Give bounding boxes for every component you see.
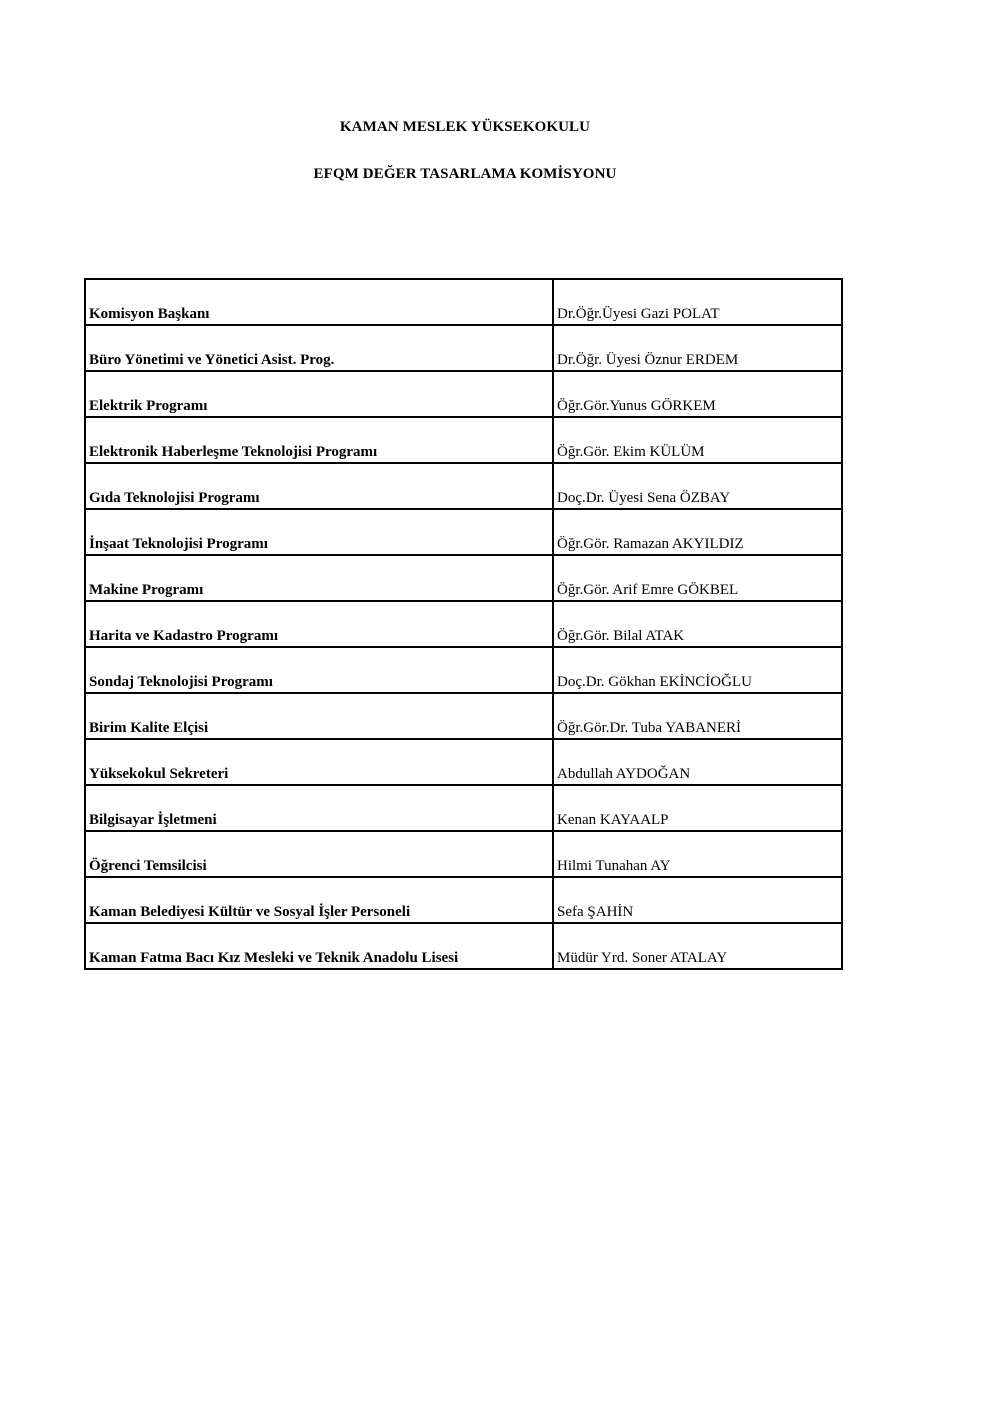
role-cell: Komisyon Başkanı — [85, 279, 553, 325]
table-row — [85, 555, 842, 601]
member-cell: Abdullah AYDOĞAN — [553, 739, 842, 785]
school-title: KAMAN MESLEK YÜKSEKOKULU — [339, 119, 591, 135]
role-cell: Elektronik Haberleşme Teknolojisi Programı — [85, 417, 553, 463]
table-row — [85, 923, 842, 969]
role-cell: Gıda Teknolojisi Programı — [85, 463, 553, 509]
commission-title: EFQM DEĞER TASARLAMA KOMİSYONU — [313, 166, 617, 182]
member-cell: Dr.Öğr. Üyesi Öznur ERDEM — [553, 325, 842, 371]
role-cell: Öğrenci Temsilcisi — [85, 831, 553, 877]
role-cell: Kaman Belediyesi Kültür ve Sosyal İşler Personeli — [85, 877, 553, 923]
role-cell: Elektrik Programı — [85, 371, 553, 417]
role-cell: Birim Kalite Elçisi — [85, 693, 553, 739]
member-cell: Öğr.Gör. Ekim KÜLÜM — [553, 417, 842, 463]
table-row — [85, 325, 842, 371]
table-row — [85, 601, 842, 647]
member-cell: Öğr.Gör. Ramazan AKYILDIZ — [553, 509, 842, 555]
table-row — [85, 647, 842, 693]
table-row — [85, 693, 842, 739]
table-row — [85, 785, 842, 831]
member-cell: Öğr.Gör. Bilal ATAK — [553, 601, 842, 647]
member-cell: Hilmi Tunahan AY — [553, 831, 842, 877]
role-cell: Makine Programı — [85, 555, 553, 601]
table-row — [85, 739, 842, 785]
table-row — [85, 279, 842, 325]
table-row — [85, 371, 842, 417]
table-row — [85, 877, 842, 923]
table-row — [85, 463, 842, 509]
member-cell: Öğr.Gör. Arif Emre GÖKBEL — [553, 555, 842, 601]
committee-table — [84, 278, 843, 970]
member-cell: Öğr.Gör.Yunus GÖRKEM — [553, 371, 842, 417]
table-row — [85, 417, 842, 463]
member-cell: Doç.Dr. Üyesi Sena ÖZBAY — [553, 463, 842, 509]
member-cell: Kenan KAYAALP — [553, 785, 842, 831]
member-cell: Öğr.Gör.Dr. Tuba YABANERİ — [553, 693, 842, 739]
role-cell: Bilgisayar İşletmeni — [85, 785, 553, 831]
role-cell: Harita ve Kadastro Programı — [85, 601, 553, 647]
role-cell: Büro Yönetimi ve Yönetici Asist. Prog. — [85, 325, 553, 371]
member-cell: Doç.Dr. Gökhan EKİNCİOĞLU — [553, 647, 842, 693]
role-cell: İnşaat Teknolojisi Programı — [85, 509, 553, 555]
role-cell: Yüksekokul Sekreteri — [85, 739, 553, 785]
role-cell: Kaman Fatma Bacı Kız Mesleki ve Teknik Anadolu Lisesi — [85, 923, 553, 969]
member-cell: Dr.Öğr.Üyesi Gazi POLAT — [553, 279, 842, 325]
table-row — [85, 509, 842, 555]
member-cell: Müdür Yrd. Soner ATALAY — [553, 923, 842, 969]
role-cell: Sondaj Teknolojisi Programı — [85, 647, 553, 693]
member-cell: Sefa ŞAHİN — [553, 877, 842, 923]
table-row — [85, 831, 842, 877]
